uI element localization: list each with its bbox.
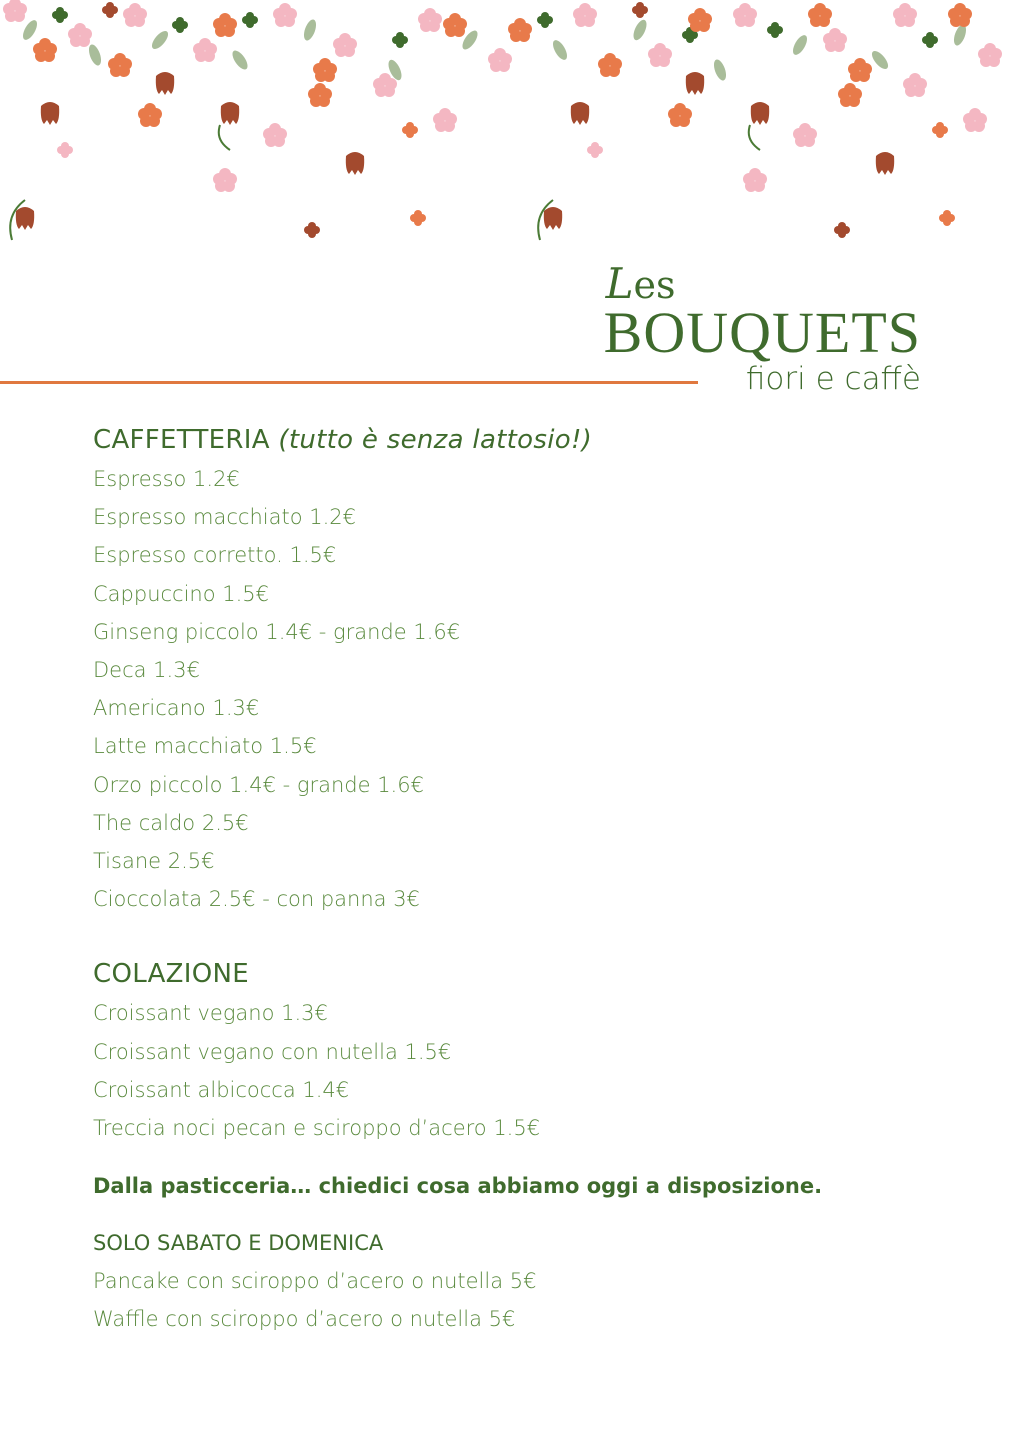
menu-item: Americano 1.3€ — [93, 696, 260, 721]
menu-item: The caldo 2.5€ — [93, 810, 249, 835]
logo-les-text: Les — [605, 259, 676, 308]
menu-item: Espresso corretto. 1.5€ — [93, 543, 337, 568]
menu-item: Croissant vegano 1.3€ — [93, 1001, 328, 1026]
colazione-title: COLAZIONE — [93, 959, 250, 990]
menu-item: Treccia noci pecan e sciroppo d’acero 1.5€ — [93, 1116, 541, 1141]
caffetteria-note: (tutto è senza lattosio!) — [278, 425, 593, 455]
orange-divider — [0, 381, 698, 384]
menu-item: Espresso 1.2€ — [93, 467, 240, 491]
brand-logo — [603, 259, 921, 399]
menu-item: Pancake con sciroppo d’acero o nutella 5€ — [93, 1269, 537, 1294]
menu-item: Tisane 2.5€ — [93, 849, 215, 874]
weekend-title: SOLO SABATO E DOMENICA — [93, 1231, 384, 1256]
pastry-note: Dalla pasticceria… chiedici cosa abbiamo oggi a disposizione. — [93, 1174, 823, 1199]
menu-item: Espresso macchiato 1.2€ — [93, 505, 356, 530]
caffetteria-heading — [93, 420, 953, 460]
menu-content — [93, 420, 953, 1339]
menu-item: Croissant vegano con nutella 1.5€ — [93, 1039, 452, 1064]
menu-item: Deca 1.3€ — [93, 658, 200, 683]
menu-item: Cappuccino 1.5€ — [93, 581, 270, 606]
menu-item: Latte macchiato 1.5€ — [93, 734, 317, 759]
menu-item: Croissant albicocca 1.4€ — [93, 1077, 350, 1102]
floral-header-illustration — [0, 0, 1017, 250]
menu-item: Waffle con sciroppo d’acero o nutella 5€ — [93, 1307, 516, 1332]
logo-tagline: fiori e caffè — [745, 361, 921, 397]
menu-item: Cioccolata 2.5€ - con panna 3€ — [93, 887, 420, 912]
menu-item: Ginseng piccolo 1.4€ - grande 1.6€ — [93, 619, 461, 644]
caffetteria-title: CAFFETTERIA — [93, 425, 270, 455]
logo-brand-name: BOUQUETS — [603, 300, 921, 365]
menu-item: Orzo piccolo 1.4€ - grande 1.6€ — [93, 772, 424, 797]
